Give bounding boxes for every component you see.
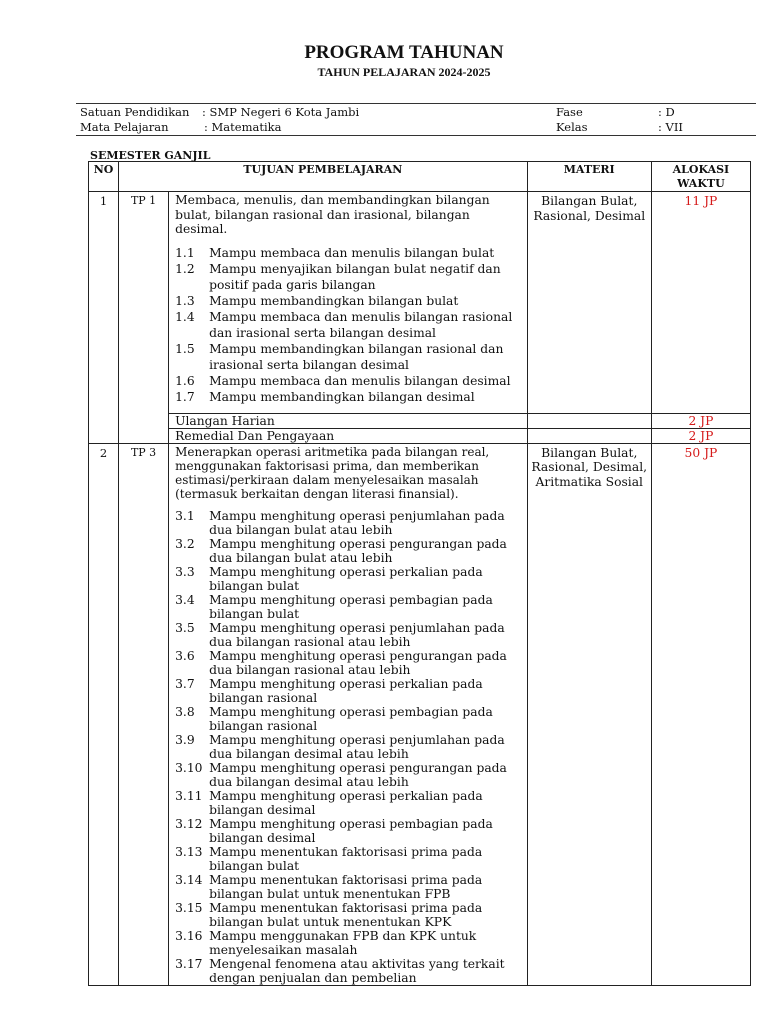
objective-text: Mampu membaca dan menulis bilangan bulat — [209, 245, 495, 260]
kelas-value: : VII — [658, 120, 683, 134]
list-item — [175, 509, 521, 537]
objective-number: 3.3 — [175, 564, 195, 579]
program-table — [88, 161, 751, 986]
objective-list — [175, 245, 521, 413]
list-item — [175, 705, 521, 733]
table-header-row — [89, 162, 751, 192]
row-no: 1 — [89, 192, 119, 444]
fase-label: Fase — [556, 105, 583, 119]
list-item — [175, 761, 521, 789]
satuan-label: Satuan Pendidikan — [80, 105, 190, 119]
list-item — [175, 929, 521, 957]
remedial-alokasi: 2 JP — [651, 428, 750, 443]
mapel-value: : Matematika — [204, 120, 282, 134]
list-item — [175, 245, 521, 261]
ulangan-label: Ulangan Harian — [169, 413, 528, 428]
objective-number: 3.4 — [175, 592, 195, 607]
objective-number: 3.16 — [175, 928, 203, 943]
remedial-materi — [527, 428, 651, 443]
objective-text: Mampu menyajikan bilangan bulat negatif dan positif pada garis bilangan — [209, 261, 501, 292]
list-item — [175, 293, 521, 309]
header-alokasi: ALOKASI WAKTU — [651, 162, 750, 192]
list-item — [175, 389, 521, 405]
row-materi: Bilangan Bulat, Rasional, Desimal, Aritmatika Sosial — [527, 443, 651, 985]
objective-number: 3.13 — [175, 844, 203, 859]
objective-text: Mampu membandingkan bilangan rasional dan irasional serta bilangan desimal — [209, 341, 504, 372]
objective-number: 1.4 — [175, 309, 195, 324]
ulangan-materi — [527, 413, 651, 428]
list-item — [175, 817, 521, 845]
objective-text: Mampu membandingkan bilangan bulat — [209, 293, 459, 308]
list-item — [175, 565, 521, 593]
list-item — [175, 593, 521, 621]
list-item — [175, 373, 521, 389]
kelas-label: Kelas — [556, 120, 588, 134]
header-materi: MATERI — [527, 162, 651, 192]
semester-heading: SEMESTER GANJIL — [90, 149, 211, 162]
list-item — [175, 341, 521, 373]
objective-number: 3.12 — [175, 816, 203, 831]
list-item — [175, 733, 521, 761]
objective-number: 3.6 — [175, 648, 195, 663]
objective-text: Mampu menghitung operasi penjumlahan pada dua bilangan desimal atau lebih — [209, 732, 505, 761]
objective-text: Mampu membaca dan menulis bilangan rasional dan irasional serta bilangan desimal — [209, 309, 513, 340]
table-row — [89, 443, 751, 985]
list-item — [175, 309, 521, 341]
table-row — [89, 428, 751, 443]
ulangan-alokasi: 2 JP — [651, 413, 750, 428]
objective-list — [175, 509, 521, 985]
objective-number: 3.10 — [175, 760, 203, 775]
list-item — [175, 649, 521, 677]
row-tujuan-cell — [169, 443, 528, 985]
header-no: NO — [89, 162, 119, 192]
list-item — [175, 873, 521, 901]
objective-number: 3.1 — [175, 508, 195, 523]
objective-text: Mampu menentukan faktorisasi prima pada bilangan bulat untuk menentukan KPK — [209, 900, 483, 929]
document-subtitle: TAHUN PELAJARAN 2024-2025 — [317, 65, 491, 79]
objective-number: 1.6 — [175, 373, 195, 388]
table-row — [89, 192, 751, 414]
row-description: Membaca, menulis, dan membandingkan bilangan bulat, bilangan rasional dan irasional, bilangan desimal. — [175, 193, 490, 236]
list-item — [175, 957, 521, 985]
objective-text: Mampu membandingkan bilangan desimal — [209, 389, 475, 404]
objective-number: 1.3 — [175, 293, 195, 308]
row-tujuan-cell — [169, 192, 528, 414]
objective-text: Mampu menghitung operasi perkalian pada bilangan bulat — [209, 564, 483, 593]
objective-text: Mampu menghitung operasi perkalian pada bilangan rasional — [209, 676, 483, 705]
objective-text: Mampu menghitung operasi perkalian pada bilangan desimal — [209, 788, 483, 817]
objective-number: 3.15 — [175, 900, 203, 915]
objective-number: 1.1 — [175, 245, 195, 260]
objective-text: Mampu membaca dan menulis bilangan desimal — [209, 373, 511, 388]
row-tp: TP 1 — [119, 192, 169, 444]
objective-text: Mampu menghitung operasi pengurangan pada dua bilangan desimal atau lebih — [209, 760, 507, 789]
row-alokasi: 11 JP — [651, 192, 750, 414]
list-item — [175, 845, 521, 873]
objective-text: Mampu menghitung operasi pembagian pada bilangan bulat — [209, 592, 493, 621]
objective-text: Mampu menghitung operasi penjumlahan pada dua bilangan bulat atau lebih — [209, 508, 505, 537]
objective-number: 3.17 — [175, 956, 203, 971]
row-tp: TP 3 — [119, 443, 169, 985]
objective-text: Mampu menggunakan FPB dan KPK untuk menyelesaikan masalah — [209, 928, 477, 957]
objective-number: 1.2 — [175, 261, 195, 276]
row-description: Menerapkan operasi aritmetika pada bilangan real, menggunakan faktorisasi prima, dan memberikan estimasi/perkiraan dalam menyelesaikan masalah (termasuk berkaitan dengan literasi finansial). — [175, 444, 490, 501]
objective-text: Mampu menghitung operasi pengurangan pada dua bilangan rasional atau lebih — [209, 648, 507, 677]
list-item — [175, 789, 521, 817]
list-item — [175, 537, 521, 565]
objective-number: 1.7 — [175, 389, 195, 404]
objective-text: Mampu menghitung operasi pembagian pada bilangan desimal — [209, 816, 493, 845]
list-item — [175, 261, 521, 293]
objective-text: Mampu menentukan faktorisasi prima pada bilangan bulat — [209, 844, 483, 873]
objective-number: 3.14 — [175, 872, 203, 887]
objective-number: 3.11 — [175, 788, 203, 803]
list-item — [175, 901, 521, 929]
objective-text: Mampu menghitung operasi pengurangan pada dua bilangan bulat atau lebih — [209, 536, 507, 565]
satuan-value: : SMP Negeri 6 Kota Jambi — [202, 105, 360, 119]
objective-text: Mampu menentukan faktorisasi prima pada bilangan bulat untuk menentukan FPB — [209, 872, 483, 901]
table-row — [89, 413, 751, 428]
objective-number: 3.9 — [175, 732, 195, 747]
remedial-label: Remedial Dan Pengayaan — [169, 428, 528, 443]
objective-number: 3.7 — [175, 676, 195, 691]
objective-number: 3.5 — [175, 620, 195, 635]
objective-number: 3.8 — [175, 704, 195, 719]
list-item — [175, 621, 521, 649]
identity-block — [76, 103, 756, 136]
row-alokasi: 50 JP — [651, 443, 750, 985]
list-item — [175, 677, 521, 705]
objective-text: Mampu menghitung operasi pembagian pada bilangan rasional — [209, 704, 493, 733]
header-tujuan: TUJUAN PEMBELAJARAN — [119, 162, 528, 192]
mapel-label: Mata Pelajaran — [80, 120, 169, 134]
document-title: PROGRAM TAHUNAN — [304, 42, 504, 63]
row-no: 2 — [89, 443, 119, 985]
objective-text: Mengenal fenomena atau aktivitas yang terkait dengan penjualan dan pembelian — [209, 956, 505, 985]
objective-number: 3.2 — [175, 536, 195, 551]
row-materi: Bilangan Bulat, Rasional, Desimal — [527, 192, 651, 414]
objective-number: 1.5 — [175, 341, 195, 356]
objective-text: Mampu menghitung operasi penjumlahan pada dua bilangan rasional atau lebih — [209, 620, 505, 649]
fase-value: : D — [658, 105, 675, 119]
